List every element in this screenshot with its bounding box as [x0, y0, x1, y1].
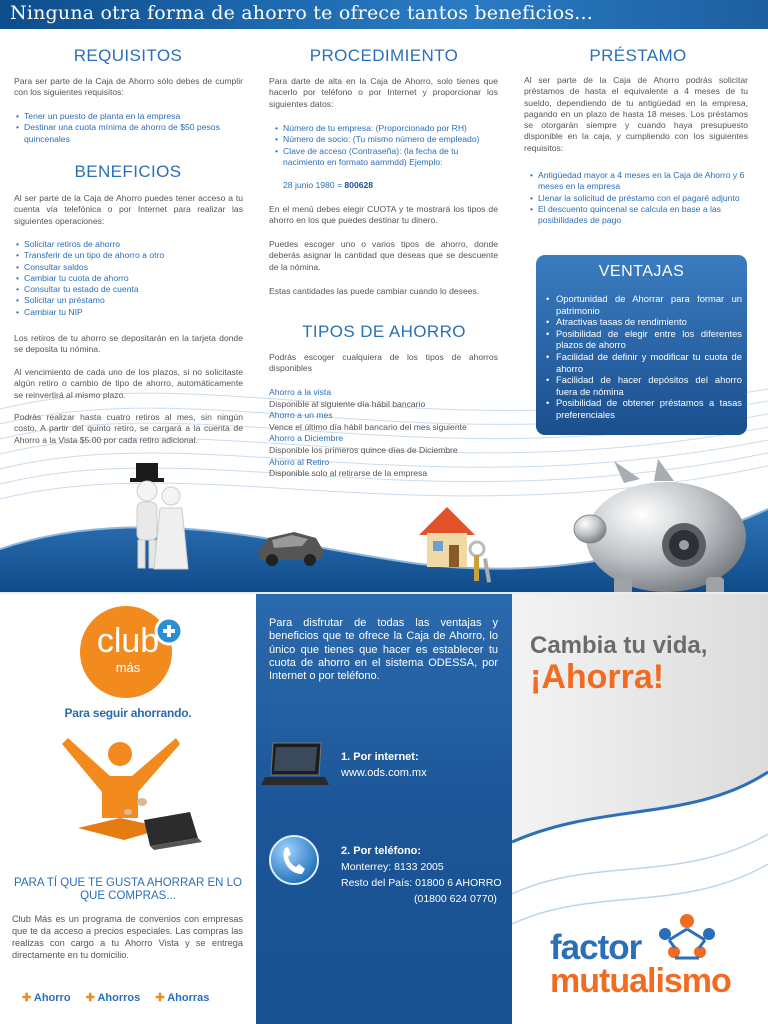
procedimiento-heading: PROCEDIMIENTO [309, 46, 459, 65]
club-mas-panel [0, 594, 256, 1024]
procedimiento-paragraph-1: En el menú debes elegir CUOTA y te mostrará los tipos de ahorro en los que puedes destinar tu dinero. [269, 204, 498, 226]
ventajas-heading: VENTAJAS [598, 263, 685, 280]
example-line [283, 180, 498, 191]
contact-intro: Para disfrutar de todas las ventajas y beneficios que te ofrece la Caja de Ahorro, lo único que tienes que hacer es establecer tu cuota de ahorro en el sistema ODESSA, por Internet o por teléfono. [269, 617, 498, 683]
house-with-keys-icon [413, 499, 495, 589]
plus-icon: ✚ [85, 992, 95, 1004]
list-item: • Consultar tu estado de cuenta [14, 284, 243, 295]
requisitos-list [14, 111, 243, 145]
requisitos-heading: REQUISITOS [73, 46, 183, 65]
cover-line-2: ¡Ahorra! [530, 658, 665, 696]
top-banner [0, 0, 768, 29]
people-circle-icon [647, 912, 727, 964]
list-item: • Cambiar tu NIP [14, 307, 243, 318]
club-body: Club Más es un programa de convenios con empresas que te da acceso a precios especiales. Las compras las realizas con cargo a tu Ahorro Vista y se entrega directamente en tu domicilio. [12, 914, 243, 960]
list-item: • Posibilidad de elegir entre los diferentes plazos de ahorro [546, 328, 742, 351]
internet-label: 1. Por internet: [341, 751, 419, 763]
tipo-desc: Disponible los primeros quince días de Diciembre [269, 444, 458, 455]
contact-panel [256, 594, 512, 1024]
list-item: • Oportunidad de Ahorrar para formar un patrimonio [546, 293, 742, 316]
banner-title: Ninguna otra forma de ahorro te ofrece tantos beneficios... [10, 2, 594, 24]
procedimiento-paragraph-3: Estas cantidades las puede cambiar cuando lo desees. [269, 286, 480, 296]
list-item: • Clave de acceso (Contraseña): (la fecha de tu nacimiento en formato aammdd) Ejemplo: [273, 146, 498, 169]
tipo-name: Ahorro a Diciembre [269, 433, 344, 444]
footer-word: Ahorro [33, 992, 71, 1004]
phone-icon [268, 834, 320, 886]
tipo-desc: Disponible solo al retirarse de la empresa [269, 468, 428, 479]
example-code: 800628 [344, 180, 374, 190]
list-item: • Llenar la solicitud de préstamo con el pagaré adjunto [528, 193, 748, 204]
club-logo-sub: más [115, 660, 141, 675]
list-item: • Cambiar tu cuota de ahorro [14, 273, 243, 284]
list-item: • Posibilidad de obtener préstamos a tasas preferenciales [546, 397, 742, 420]
list-item: • Tener un puesto de planta en la empresa [14, 111, 243, 122]
tipo-desc: Vence el último día hábil bancario del mes siguiente [269, 421, 467, 432]
prestamo-heading: PRÉSTAMO [589, 46, 687, 65]
procedimiento-paragraph-2: Puedes escoger uno o varios tipos de ahorro, donde deberás asignar la cantidad que deseas que se descuente de la nómina. [269, 239, 498, 272]
list-item: • Transferir de un tipo de ahorro a otro [14, 250, 243, 261]
list-item: • Facilidad de hacer depósitos del ahorro fuera de nómina [546, 374, 742, 397]
list-item: • Antigüedad mayor a 4 meses en la Caja de Ahorro y 6 meses en la empresa [528, 170, 748, 193]
plus-icon: ✚ [155, 992, 165, 1004]
club-heading: PARA TÍ QUE TE GUSTA AHORRAR EN LO QUE COMPRAS... [14, 877, 242, 902]
tipo-name: Ahorro a un mes [269, 410, 333, 421]
logo-mutualismo: mutualismo [550, 962, 731, 1000]
footer-word: Ahorros [97, 992, 141, 1004]
internet-url[interactable]: www.ods.com.mx [341, 767, 427, 779]
ventajas-list [546, 293, 742, 421]
tipos-heading: TIPOS DE AHORRO [302, 322, 466, 341]
car-icon [254, 524, 326, 569]
laptop-icon [261, 739, 329, 791]
tipos-intro: Podrás escoger cualquiera de los tipos de ahorros disponibles [269, 352, 498, 374]
list-item: • Atractivas tasas de rendimiento [546, 316, 742, 328]
logo-factor: factor [550, 928, 642, 967]
beneficios-intro: Al ser parte de la Caja de Ahorro puedes tener acceso a tu cuenta vía telefónica o por Internet para realizar las siguientes operaciones: [14, 193, 243, 226]
phone-monterrey: Monterrey: 8133 2005 [341, 861, 444, 873]
phone-label: 2. Por teléfono: [341, 845, 422, 857]
procedimiento-intro: Para darte de alta en la Caja de Ahorro, solo tienes que hacerlo por teléfono o por Internet y proporcionar los siguientes datos: [269, 76, 498, 109]
club-footer [22, 991, 252, 1004]
club-tagline: Para seguir ahorrando. [64, 706, 192, 720]
phone-alt: (01800 624 0770) [414, 893, 497, 905]
list-item: • Número de socio: (Tu mismo número de empleado) [273, 134, 498, 145]
list-item: • Destinar una cuota mínima de ahorro de $50 pesos quincenales [14, 122, 243, 145]
beneficios-paragraph-2: Al vencimiento de cada uno de los plazos, si no solicitaste algún retiro o cambio de tipo de ahorro, automáticamente se reinvertirá al mismo plazo. [14, 367, 243, 400]
cover-line-1: Cambia tu vida, [530, 632, 708, 659]
ventajas-box [536, 255, 747, 435]
beneficios-list [14, 239, 243, 318]
prestamo-list [528, 170, 748, 226]
phone-rest: Resto del País: 01800 6 AHORRO [341, 877, 502, 889]
tipo-desc: Disponible al siguiente día hábil bancario [269, 398, 426, 409]
beneficios-paragraph-1: Los retiros de tu ahorro se depositarán en la tarjeta donde se deposita tu nómina. [14, 333, 243, 355]
beneficios-heading: BENEFICIOS [74, 162, 182, 181]
list-item: • Número de tu empresa: (Proporcionado por RH) [273, 123, 498, 134]
list-item: • Facilidad de definir y modificar tu cuota de ahorro [546, 351, 742, 374]
example-date: 28 junio 1980 = [283, 180, 345, 190]
tipo-name: Ahorro a la vista [269, 387, 332, 397]
list-item: • Consultar saldos [14, 262, 243, 273]
person-laptop-icon [58, 732, 204, 852]
tipos-list [269, 387, 504, 480]
footer-word: Ahorras [167, 992, 210, 1004]
procedimiento-list [273, 123, 498, 168]
cover-panel [512, 594, 768, 1024]
requisitos-intro: Para ser parte de la Caja de Ahorro sólo debes de cumplir con los siguientes requisitos: [14, 76, 243, 98]
club-logo-word: club [96, 622, 160, 660]
list-item: • Solicitar retiros de ahorro [14, 239, 243, 250]
tipo-name: Ahorro al Retiro [269, 456, 330, 467]
prestamo-intro: Al ser parte de la Caja de Ahorro podrás solicitar préstamos de hasta el equivalente a 4 meses de tu sueldo, dependiendo de tu antigüedad en la empresa, pagando en un plazo de hasta 18 meses. Los préstamos se otorgarán siempre y cuando haya presupuesto disponible en la caja, y cumpliendo con los siguientes requisitos: [524, 75, 748, 153]
plus-icon: ✚ [22, 992, 32, 1004]
list-item: • Solicitar un préstamo [14, 295, 243, 306]
list-item: • El descuento quincenal se calcula en base a las posibilidades de pago [528, 204, 748, 227]
wedding-couple-icon [122, 461, 192, 576]
piggy-bank-safe-icon [566, 459, 756, 594]
beneficios-paragraph-3: Podrás realizar hasta cuatro retiros al mes, sin ningún costo. A partir del quinto retiro, se cargará a la cuenta de Ahorro a la Vista $5.00 por cada retiro adicional. [14, 412, 243, 445]
